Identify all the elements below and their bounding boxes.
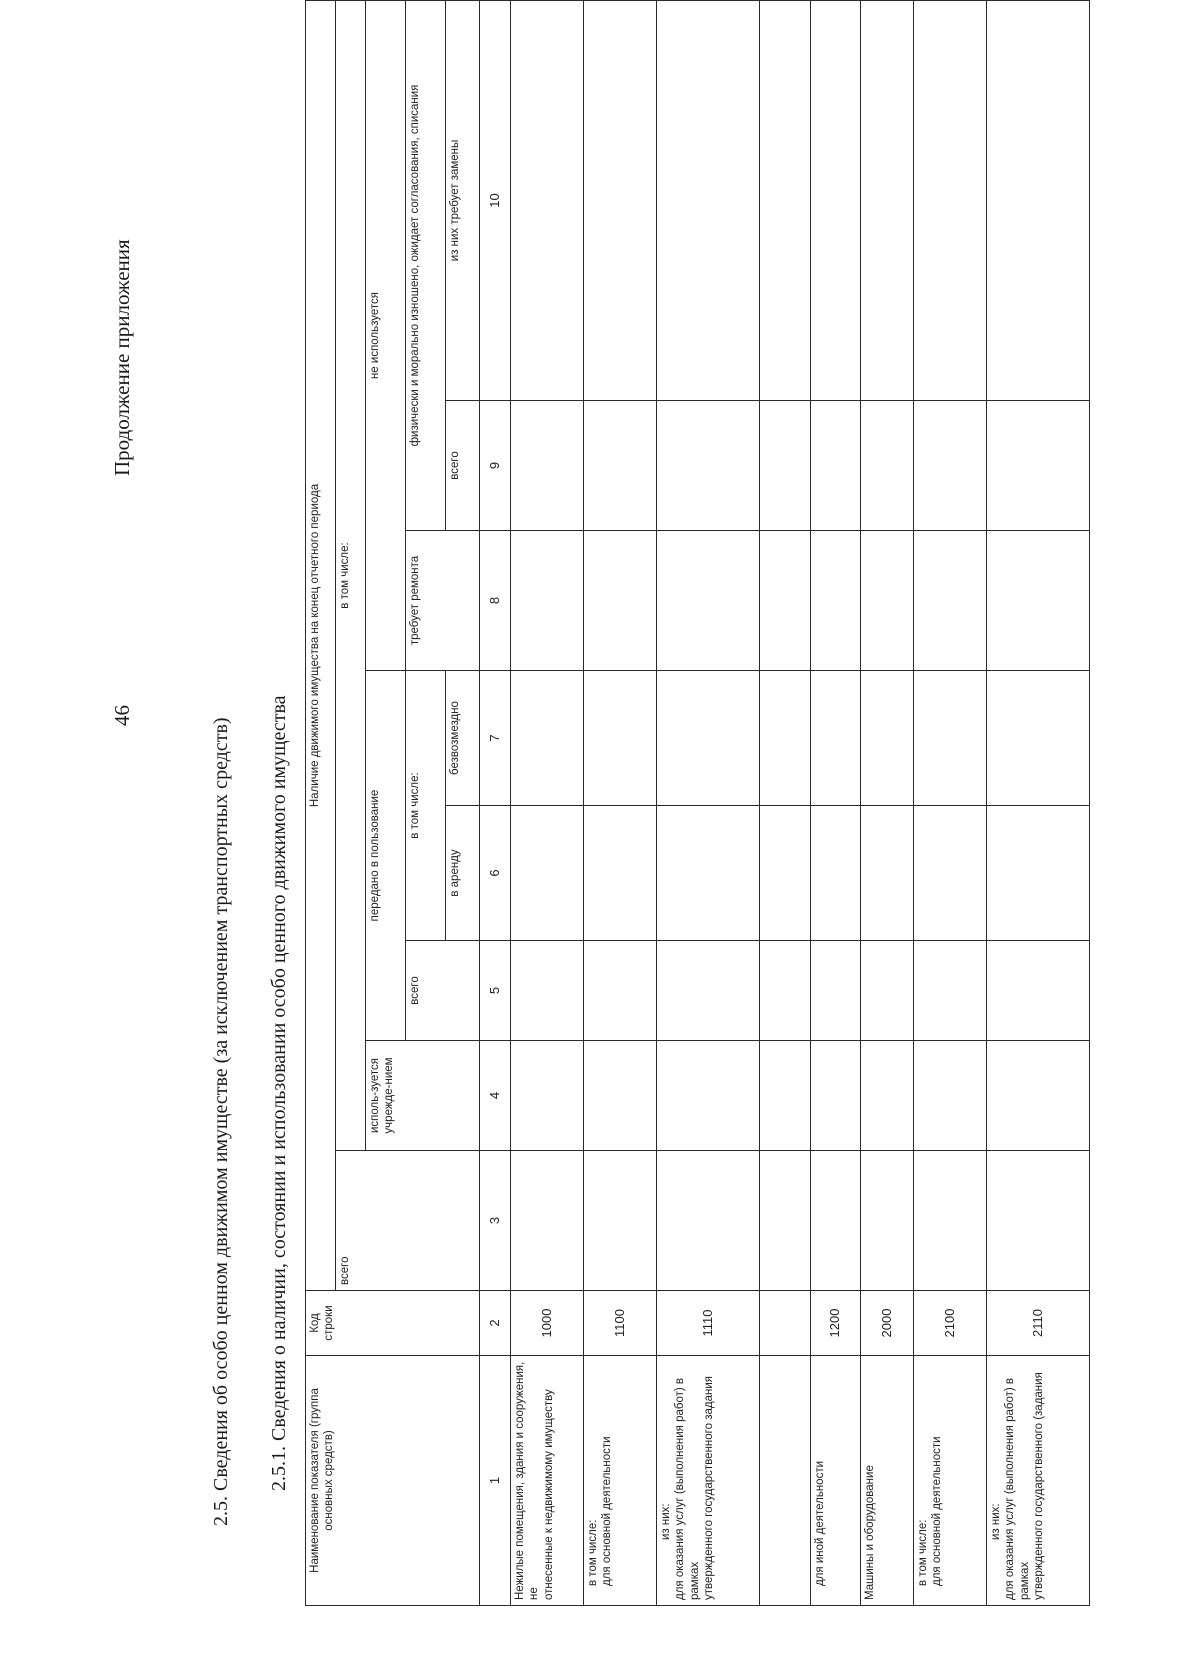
header-transferred-of-which: в том числе: [406,671,446,941]
section-title: 2.5. Сведения об особо ценном движимом имуществе (за исключением транспортных средств) [210,717,232,1526]
column-number: 9 [480,401,511,531]
column-number: 2 [480,1291,511,1356]
column-number: 3 [480,1151,511,1291]
row-code: 1000 [511,1291,584,1356]
table-row [913,1,986,1606]
header-availability: Наличие движимого имущества на конец отчетного периода [306,1,336,1291]
table-row [657,1,760,1606]
header-row-code: Код строки [306,1291,480,1356]
row-name [760,1356,810,1606]
header-free-of-charge: безвозмездно [446,671,480,806]
column-number: 1 [480,1356,511,1606]
row-name-line: из них: [989,1503,1002,1540]
subsection-title: 2.5.1. Сведения о наличии, состоянии и использовании особо ценного движимого имущества [268,695,290,1491]
row-name [657,1356,760,1606]
row-name-line: для оказания услуг (выполнения работ) в рамках [674,1377,701,1600]
header-worn-total: всего [446,401,480,531]
column-number-row [480,1,511,1606]
header-not-used: не используется [366,1,406,671]
row-name [511,1356,584,1606]
row-name-line: утвержденного государственного задания [703,1376,716,1600]
column-number: 7 [480,671,511,806]
row-name-line: в том числе: [587,1519,599,1586]
row-name [810,1356,860,1606]
table-row [986,1,1089,1606]
row-name-line: утвержденного государственного (задания [1032,1372,1045,1600]
header-indicator-name: Наименование показателя (группа основных средств) [306,1356,480,1606]
table-row [511,1,584,1606]
row-name-line: для оказания услуг (выполнения работ) в рамках [1004,1377,1031,1600]
column-number: 6 [480,806,511,941]
row-code: 2000 [860,1291,913,1356]
page-number: 46 [110,705,134,726]
header-used-by-institution: исполь-зуется учрежде-нием [366,1041,480,1151]
column-number: 10 [480,1,511,401]
table-row [584,1,657,1606]
row-code: 1110 [657,1291,760,1356]
row-name-line: для основной деятельности [601,1436,614,1586]
header-worn-out: физически и морально изношено, ожидает согласования, списания [406,1,446,531]
row-name-line: Нежилые помещения, здания и сооружения, не [514,1361,541,1600]
row-code: 1100 [584,1291,657,1356]
row-name-line: из них: [660,1503,672,1540]
header-needs-repair: требует ремонта [406,531,480,671]
header-transferred-total: всего [406,941,480,1041]
running-head: Продолжение приложения [110,239,134,476]
table-row [810,1,860,1606]
row-name [860,1356,913,1606]
header-transferred-for-use: передано в пользование [366,671,406,1041]
row-name-line: Машины и оборудование [863,1465,876,1600]
header-total: всего [336,1151,480,1291]
column-number: 4 [480,1041,511,1151]
header-of-which: в том числе: [336,1,366,1151]
row-code: 2100 [913,1291,986,1356]
row-code: 1200 [810,1291,860,1356]
row-name [584,1356,657,1606]
table-row [860,1,913,1606]
table-row [760,1,810,1606]
movable-property-table [305,0,1090,1606]
row-name [986,1356,1089,1606]
table-body [511,1,1090,1606]
table-header [306,1,511,1606]
header-needs-replacement: из них требует замены [446,1,480,401]
column-number: 8 [480,531,511,671]
header-for-rent: в аренду [446,806,480,941]
row-name-line: в том числе: [916,1519,929,1586]
row-code: 2110 [986,1291,1089,1356]
column-number: 5 [480,941,511,1041]
row-name-line: отнесенные к недвижимому имуществу [542,1389,555,1600]
row-name-line: для основной деятельности [931,1436,944,1586]
row-name-line: для иной деятельности [813,1460,826,1586]
row-code [760,1291,810,1356]
row-name [913,1356,986,1606]
